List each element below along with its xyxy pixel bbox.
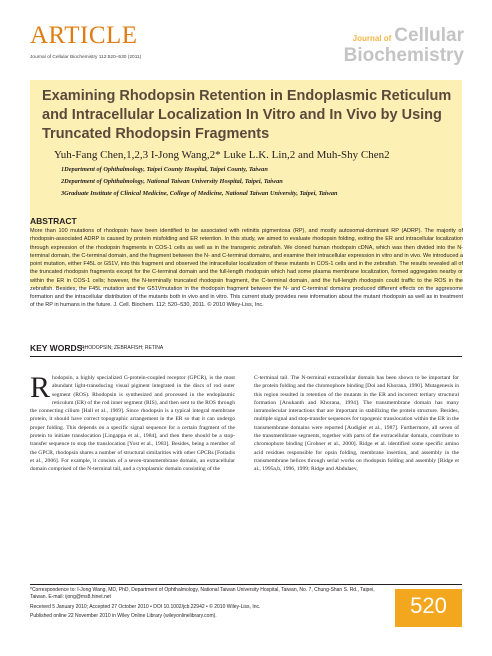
body-right-column: C-terminal tail. The N-terminal extracellular domain has been shown to be important for the protein folding and the chromophore binding [Doi and Khorana, 1990]. Mutagenesis in this region resulted in retention of the mutants in the ER and incorrect tertiary structural formation [Anukanth and Khorana, 1994]. The transmembrane domain has many intramolecular interactions that are important in stabilizing the protein structure. Besides, multiple signal and stop-transfer sequences for topogenic translocation within the ER in the transmembrane domains were reported [Audigier et al., 1987]. Furthermore, all seven of the transmembrane segments, together with parts of the extracellular domain, contribute to chromophore binding [Grobner et al., 2000]. Ridge et al. identified some specific amino acid residues responsible for opsin folding, membrane insertion, and assembly in the transmembrane helices through serial works on rhodopsin folding and assembly [Ridge et al., 1995a,b, 1996, 1999; Ridge and Abdulaev,: [254, 375, 459, 473]
author-list: Yuh-Fang Chen,1,2,3 I-Jong Wang,2* Luke L.K. Lin,2 and Muh-Shy Chen2: [54, 149, 390, 161]
journal-logo-small: Journal of: [352, 34, 392, 43]
journal-logo-line1: Cellular: [394, 25, 464, 46]
article-type-label: ARTICLE: [30, 22, 138, 49]
keywords-values: RHODOPSIN; ZEBRAFISH; RETINA: [81, 345, 164, 351]
body-left-column: [30, 371, 235, 474]
article-title: Examining Rhodopsin Retention in Endoplasmic Reticulum and Intracellular Localization In Vitro and In Vivo by Using Truncated Rhodopsin Fragments: [42, 88, 452, 142]
abstract-heading: ABSTRACT: [30, 216, 77, 226]
drop-cap: R: [30, 371, 51, 404]
affiliation-2: 2Department of Ophthalmology, National Taiwan University Hospital, Taipei, Taiwan: [61, 178, 283, 185]
journal-logo: [344, 26, 464, 65]
published-online: Published online 22 November 2010 in Wiley Online Library (wileyonlinelibrary.com).: [30, 613, 217, 619]
abstract-text: More than 100 mutations of rhodopsin have been identified to be associated with retinitis pigmentosa (RP), and mostly autosomal-dominant RP (ADRP). The majority of rhodopsin-associated ADRP is caused by protein misfolding and ER retention. In this study, we aimed to evaluate rhodopsin folding, exiting the ER and intracellular localization through expression of the rhodopsin fragments in COS-1 cells as well as in the transgenic zebrafish. We cloned human rhodopsin cDNA, which was then divided into the N-terminal domain, the C-terminal domain, and the fragment between the N- and C-terminal domains, and examine their intracellular expression in vitro and in vivo. We introduced a point mutation, either F45L or G51V, into this fragment and observed the intracellular localization of these mutants in COS-1 cells and in the zebrafish. The results revealed all of the truncated rhodopsin fragments except for the C-terminal domain and the full-length rhodopsin which had some plasma membrane localization, formed aggregates nearby or within the ER in COS-1 cells; however, the N-terminally truncated rhodopsin fragment, the C-terminal domain, and the full-length rhodopsin could traffic to the ROS in the zebrafish. Besides, the F45L mutation and the G51Vmutation in the rhodopsin fragment between the N- and C-terminal domains produced different effects on the aggresome formation and the intracellular distribution of the mutants both in vivo and in vitro. This current study provides new information about the mutant rhodopsin as well as in treatment of the RP in humans in the future. J. Cell. Biochem. 112: 520–530, 2011. © 2010 Wiley-Liss, Inc.: [30, 228, 463, 309]
received-dates: Received 5 January 2010; Accepted 27 October 2010 • DOI 10.1002/jcb.22942 • © 2010 Wiley-Liss, Inc.: [30, 604, 261, 610]
keywords-heading: KEY WORDS:: [30, 343, 86, 353]
body-left-text: hodopsin, a highly specialized G-protein-coupled receptor (GPCR), is the most abundant light-transducing visual pigment integrated in the discs of rod outer segment (ROS). Rhodopsin is synthesized and processed in the endoplasmic reticulum (ER) of the rod inner segment (RIS), and then sent to the ROS through the connecting cilium [Hall et al., 1969]. Since rhodopsin is a typical integral membrane protein, it should have correct topographic arrangement in the ER so that it can undergo proper folding. This depends on a specific signal sequence for a certain fragment of the protein to initiate translocation [Lingappa et al., 1984], and then there should be a stop-transfer sequence to stop the translocation [Yost et al., 1983]. Besides, being a member of the GPCR, rhodopsin shares a number of structural similarities with other GPCRs [Fotiadis et al., 2006]. For example, it consists of a seven-transmembrane domain, an extracellular domain comprised of the N-terminal tail, and a cytoplasmic domain consisting of the: [30, 375, 235, 473]
page-number: 520: [410, 593, 447, 618]
footer-divider: [30, 584, 462, 585]
section-divider: [30, 356, 462, 357]
journal-logo-line2: Biochemistry: [343, 45, 464, 66]
affiliation-3: 3Graduate Institute of Clinical Medicine, College of Medicine, National Taiwan University, Taipei, Taiwan: [61, 190, 338, 197]
correspondence-note: *Correspondence to: I-Jong Wang, MD, PhD, Department of Ophthalmology, National Taiwan University Hospital, Taiwan, No. 7, Chung-Shan S. Rd., Taipei, Taiwan. E-mail: ijong@ms8.hinet.net: [30, 587, 375, 600]
affiliation-1: 1Department of Ophthalmology, Taipei County Hospital, Taipei County, Taiwan: [61, 166, 268, 173]
journal-citation: Journal of Cellular Biochemistry 112:520–530 (2011): [30, 55, 142, 60]
